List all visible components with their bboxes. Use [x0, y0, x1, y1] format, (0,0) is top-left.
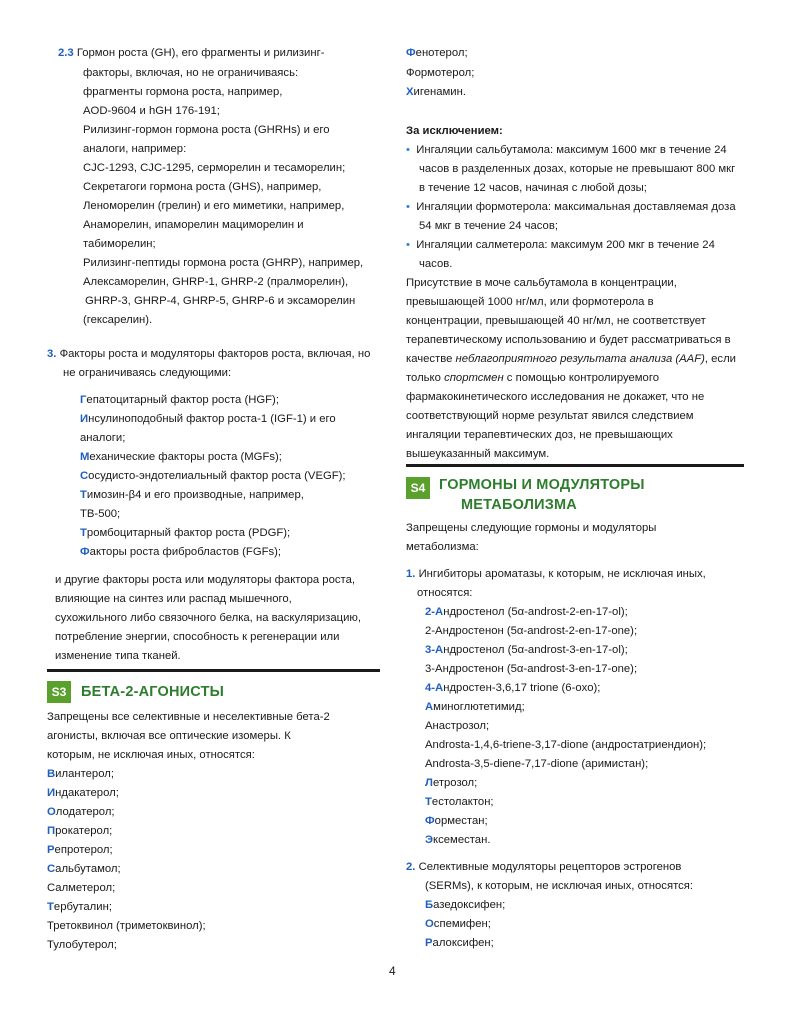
- para-line-7: фармакокинетического исследования не докажет, что не: [406, 391, 705, 403]
- s3-intro-1: агонисты, включая все оптические изомеры. К: [47, 730, 291, 742]
- ai-item-text: Androsta-3,5-diene-7,17-dione (аримистан);: [425, 758, 649, 770]
- s3-cont-item: [406, 66, 474, 81]
- gh-line-14: (гексарелин).: [83, 314, 153, 326]
- ai-intro-0: [406, 567, 706, 582]
- bullet-2-line-1: часов.: [419, 258, 453, 270]
- s3-title: БЕТА-2-АГОНИСТЫ: [81, 684, 225, 700]
- gf-number: 3.: [47, 348, 57, 360]
- gf-item-initial: Г: [80, 394, 87, 406]
- ai-item-text: ксеместан.: [433, 834, 491, 846]
- exception-title: За исключением:: [406, 125, 503, 137]
- s3-item-text: епротерол;: [54, 844, 113, 856]
- bullet-dot-icon: •: [406, 201, 410, 213]
- serm-item: [425, 936, 494, 951]
- gf-item-initial: Т: [80, 489, 87, 501]
- s3-item: [47, 767, 114, 782]
- para-line-1: Присутствие в моче сальбутамола в концентрации,: [406, 277, 677, 289]
- ai-item-text: 3-Андростенон (5α-androst-3-en-17-one);: [425, 663, 638, 675]
- s3-item-initial: Т: [47, 901, 54, 913]
- para-italic: неблагоприятного результата анализа (AAF): [455, 353, 705, 365]
- para-text: с помощью контролируемого: [503, 372, 659, 384]
- s3-item: [47, 786, 119, 801]
- para-line-4: терапевтическому использованию и будет рассматриваться в: [406, 334, 731, 346]
- para-text: , если: [704, 353, 736, 365]
- s4-intro-0: Запрещены следующие гормоны и модуляторы: [406, 522, 657, 534]
- gf-outro-1: влияющие на синтез или распад мышечного,: [55, 593, 292, 605]
- gh-line-4: Рилизинг-гормон гормона роста (GHRHs) и его: [83, 124, 330, 136]
- ai-item: [425, 833, 490, 848]
- ai-item: [425, 662, 637, 677]
- gf-item: [80, 450, 282, 465]
- ai-item: [425, 757, 648, 772]
- serm-item-text: спемифен;: [433, 918, 491, 930]
- gf-item: [80, 488, 304, 503]
- s3-item-text: ербуталин;: [53, 901, 112, 913]
- gh-line-2: фрагменты гормона роста, например,: [83, 86, 283, 98]
- page-number: 4: [389, 964, 396, 978]
- ai-item-text: ндростенол (5α-androst-3-en-17-ol);: [443, 644, 628, 656]
- bullet-1-line-0: [406, 200, 736, 215]
- ai-number: 1.: [406, 568, 416, 580]
- ai-item: [425, 643, 628, 658]
- s4-title-line-1: ГОРМОНЫ И МОДУЛЯТОРЫ: [439, 477, 645, 493]
- s3-item: [47, 824, 112, 839]
- gf-item-text: ромбоцитарный фактор роста (PDGF);: [86, 527, 291, 539]
- gf-item-text: епатоцитарный фактор роста (HGF);: [86, 394, 279, 406]
- ai-item-initial: Э: [425, 834, 434, 846]
- ai-item-text: миноглютетимид;: [433, 701, 525, 713]
- gh-line-0: [58, 46, 324, 61]
- s3-rule: [47, 669, 380, 672]
- s3-badge: S3: [47, 681, 71, 703]
- gf-item-text: акторы роста фибробластов (FGFs);: [89, 546, 282, 558]
- para-line-6: [406, 371, 659, 386]
- para-line-5: [406, 352, 736, 367]
- gf-item-text: TB-500;: [80, 508, 121, 520]
- s3-cont-initial: Ф: [406, 47, 416, 59]
- gf-item-initial: Ф: [80, 546, 90, 558]
- ai-item-text: Анастрозол;: [425, 720, 490, 732]
- s3-item-text: рокатерол;: [55, 825, 113, 837]
- serm-item-text: алоксифен;: [432, 937, 494, 949]
- ai-item-initial: 4-А: [425, 682, 444, 694]
- ai-item-text: ндростен-3,6,17 trione (6-oxo);: [443, 682, 601, 694]
- gh-number: 2.3: [58, 47, 74, 59]
- gf-outro-2: сухожильного либо связочного белка, на васкуляризацию,: [55, 612, 362, 624]
- para-text: только: [406, 372, 445, 384]
- s3-intro-0: Запрещены все селективные и неселективные бета-2: [47, 711, 330, 723]
- ai-item-text: етрозол;: [432, 777, 478, 789]
- gf-item: [80, 412, 336, 427]
- gf-item-initial: М: [80, 451, 90, 463]
- gh-line-9: Анаморелин, ипаморелин мациморелин и: [83, 219, 304, 231]
- gh-line-3: AOD-9604 и hGH 176-191;: [83, 105, 220, 117]
- gf-item-text: нсулиноподобный фактор роста-1 (IGF-1) и его: [88, 413, 336, 425]
- bullet-text: Ингаляции салметерола: максимум 200 мкг в течение 24: [416, 239, 715, 251]
- gf-item: [80, 431, 125, 446]
- ai-item: [425, 700, 525, 715]
- s3-item-text: Салметерол;: [47, 882, 116, 894]
- s3-item-initial: И: [47, 787, 56, 799]
- gf-item: [80, 545, 281, 560]
- s3-item: [47, 938, 117, 953]
- s3-cont-text: енотерол;: [415, 47, 468, 59]
- s3-item-text: лодатерол;: [55, 806, 115, 818]
- serm-item: [425, 898, 505, 913]
- gh-line-10: табиморелин;: [83, 238, 156, 250]
- gf-item-text: еханические факторы роста (MGFs);: [89, 451, 282, 463]
- ai-item-initial: Т: [425, 796, 432, 808]
- s3-cont-item: [406, 85, 466, 100]
- s3-item-initial: П: [47, 825, 56, 837]
- s3-cont-text: игенамин.: [413, 86, 466, 98]
- gf-outro-4: изменение типа тканей.: [55, 650, 181, 662]
- s3-item: [47, 843, 113, 858]
- serm-intro-0: [406, 860, 681, 875]
- ai-intro-1: относятся:: [417, 587, 473, 599]
- bullet-2-line-0: [406, 238, 715, 253]
- s4-intro-1: метаболизма:: [406, 541, 479, 553]
- ai-item-text: Androsta-1,4,6-triene-3,17-dione (андростатриендион);: [425, 739, 707, 751]
- s4-title-line-2: МЕТАБОЛИЗМА: [461, 497, 577, 513]
- para-line-9: ингаляции терапевтических доз, не превышающих: [406, 429, 673, 441]
- ai-item-initial: 2-А: [425, 606, 444, 618]
- gf-item: [80, 507, 120, 522]
- ai-item-text: 2-Андростенон (5α-androst-2-en-17-one);: [425, 625, 638, 637]
- ai-item-initial: 3-А: [425, 644, 444, 656]
- s3-item: [47, 881, 115, 896]
- bullet-1-line-1: 54 мкг в течение 24 часов;: [419, 220, 558, 232]
- gf-item-text: осудисто-эндотелиальный фактор роста (VEGF);: [88, 470, 346, 482]
- ai-item-initial: Ф: [425, 815, 435, 827]
- s3-item-text: Тулобутерол;: [47, 939, 117, 951]
- para-italic: спортсмен: [444, 372, 504, 384]
- bullet-dot-icon: •: [406, 144, 410, 156]
- gh-line-6: CJC-1293, CJC-1295, серморелин и тесаморелин;: [83, 162, 346, 174]
- s3-intro-2: которым, не исключая иных, относятся:: [47, 749, 255, 761]
- s4-rule: [406, 464, 744, 467]
- ai-item: [425, 776, 477, 791]
- s3-item-initial: С: [47, 863, 56, 875]
- ai-intro-text: Ингибиторы ароматазы, к которым, не исключая иных,: [418, 568, 706, 580]
- serm-item-initial: Б: [425, 899, 434, 911]
- para-line-10: вышеуказанный максимум.: [406, 448, 550, 460]
- ai-item: [425, 738, 706, 753]
- serm-intro-text: Селективные модуляторы рецепторов эстрогенов: [418, 861, 682, 873]
- gf-item-text: аналоги;: [80, 432, 126, 444]
- bullet-0-line-1: часов в разделенных дозах, которые не превышают 800 мкг: [419, 163, 736, 175]
- gf-item: [80, 393, 279, 408]
- gf-item-text: имозин-β4 и его производные, например,: [86, 489, 304, 501]
- bullet-0-line-2: в течение 12 часов, начиная с любой дозы;: [419, 182, 647, 194]
- s3-item-text: илантерол;: [55, 768, 114, 780]
- s3-item-text: альбутамол;: [55, 863, 121, 875]
- ai-item-initial: Л: [425, 777, 433, 789]
- gf-item-initial: С: [80, 470, 89, 482]
- gh-line-13: GHRP-3, GHRP-4, GHRP-5, GHRP-6 и эксаморелин: [85, 295, 356, 307]
- gf-item-initial: Т: [80, 527, 87, 539]
- ai-item: [425, 795, 494, 810]
- s3-item: [47, 919, 206, 934]
- gf-item: [80, 526, 290, 541]
- para-line-3: концентрации, превышающей 40 нг/мл, не соответствует: [406, 315, 706, 327]
- bullet-text: Ингаляции формотерола: максимальная доставляемая доза: [416, 201, 736, 213]
- s3-cont-initial: Х: [406, 86, 414, 98]
- s3-item-initial: Р: [47, 844, 55, 856]
- serm-item-text: азедоксифен;: [433, 899, 506, 911]
- gh-line-1: факторы, включая, но не ограничиваясь:: [83, 67, 299, 79]
- gf-outro-3: потребление энергии, способность к регенерации или: [55, 631, 340, 643]
- s3-item-text: ндакатерол;: [55, 787, 119, 799]
- serm-intro-1: (SERMs), к которым, не исключая иных, относятся:: [425, 880, 694, 892]
- ai-item-text: ндростенол (5α-androst-2-en-17-ol);: [443, 606, 628, 618]
- s4-badge: S4: [406, 477, 430, 499]
- bullet-text: Ингаляции сальбутамола: максимум 1600 мкг в течение 24: [416, 144, 727, 156]
- ai-item-text: орместан;: [434, 815, 488, 827]
- s3-item: [47, 900, 112, 915]
- ai-item: [425, 719, 489, 734]
- serm-item: [425, 917, 491, 932]
- bullet-dot-icon: •: [406, 239, 410, 251]
- gf-outro-0: и другие факторы роста или модуляторы фактора роста,: [55, 574, 355, 586]
- serm-item-initial: Р: [425, 937, 433, 949]
- gf-item-initial: И: [80, 413, 89, 425]
- gf-item: [80, 469, 346, 484]
- bullet-0-line-0: [406, 143, 727, 158]
- gf-intro-0: [47, 347, 370, 362]
- s3-cont-item: [406, 46, 468, 61]
- ai-item: [425, 624, 637, 639]
- gh-line-11: Рилизинг-пептиды гормона роста (GHRP), например,: [83, 257, 364, 269]
- ai-item: [425, 605, 628, 620]
- s3-item: [47, 805, 115, 820]
- s3-cont-text: Формотерол;: [406, 67, 475, 79]
- serm-item-initial: О: [425, 918, 434, 930]
- gf-intro-1: не ограничиваясь следующими:: [63, 367, 232, 379]
- gh-text: Гормон роста (GH), его фрагменты и рилизинг-: [76, 47, 325, 59]
- s3-item-text: Третоквинол (триметоквинол);: [47, 920, 206, 932]
- para-line-2: превышающей 1000 нг/мл, или формотерола в: [406, 296, 654, 308]
- para-line-8: соответствующий норме результат явился следствием: [406, 410, 694, 422]
- s3-item-initial: В: [47, 768, 56, 780]
- ai-item: [425, 814, 488, 829]
- gf-intro-text: Факторы роста и модуляторы факторов роста, включая, но: [59, 348, 371, 360]
- gh-line-8: Леноморелин (грелин) и его миметики, например,: [83, 200, 345, 212]
- s3-item-initial: О: [47, 806, 56, 818]
- gh-line-5: аналоги, например:: [83, 143, 187, 155]
- gh-line-12: Алексаморелин, GHRP-1, GHRP-2 (пралморелин),: [83, 276, 349, 288]
- s3-item: [47, 862, 121, 877]
- ai-item-text: естолактон;: [431, 796, 494, 808]
- serm-number: 2.: [406, 861, 416, 873]
- ai-item-initial: А: [425, 701, 434, 713]
- para-text: качестве: [406, 353, 456, 365]
- ai-item: [425, 681, 600, 696]
- gh-line-7: Секретагоги гормона роста (GHS), например,: [83, 181, 322, 193]
